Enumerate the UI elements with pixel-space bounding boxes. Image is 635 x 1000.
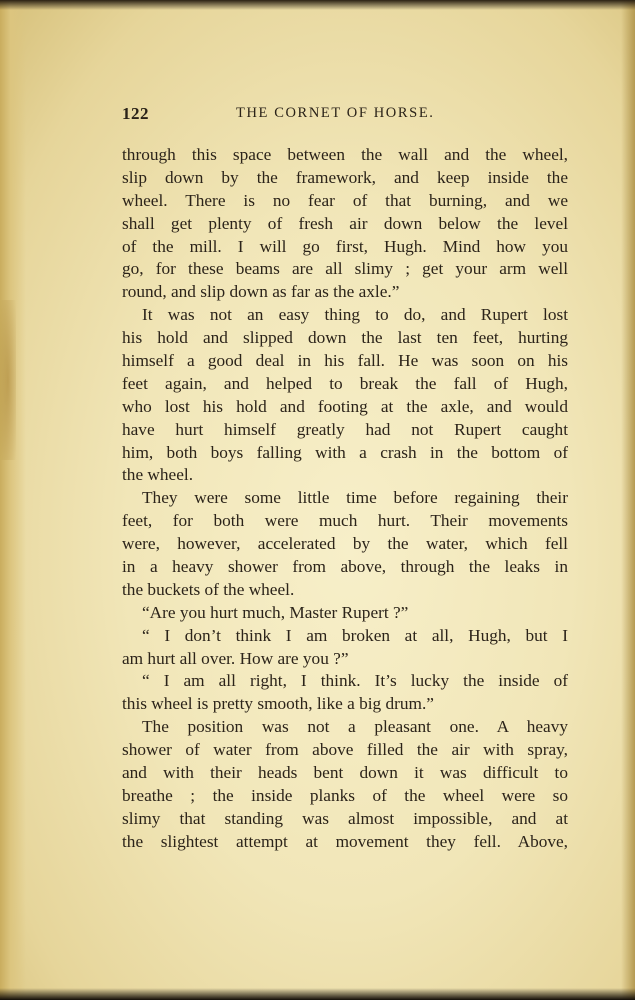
text-line: feet again, and helped to break the fall of Hugh, bbox=[122, 373, 568, 393]
text-line: in a heavy shower from above, through the leaks in bbox=[122, 557, 568, 577]
text-line: shall get plenty of fresh air down below the level bbox=[122, 213, 568, 233]
paper-stain bbox=[0, 300, 16, 460]
text-line: The position was not a pleasant one. A heavy bbox=[142, 717, 568, 737]
text-line: himself a good deal in his fall. He was soon on his bbox=[122, 351, 568, 371]
body-text bbox=[122, 144, 568, 854]
text-line: slip down by the framework, and keep inside the bbox=[122, 167, 568, 187]
text-line: “ I don’t think I am broken at all, Hugh, but I bbox=[142, 625, 568, 645]
text-line: the slightest attempt at movement they fell. Above, bbox=[122, 831, 568, 851]
text-line: shower of water from above filled the air with spray, bbox=[122, 740, 568, 760]
text-line: wheel. There is no fear of that burning, and we bbox=[122, 190, 568, 210]
page-number: 122 bbox=[122, 104, 149, 123]
text-line: of the mill. I will go first, Hugh. Mind how you bbox=[122, 236, 568, 256]
text-line: the buckets of the wheel. bbox=[122, 579, 295, 599]
text-line: They were some little time before regaining their bbox=[142, 488, 568, 508]
text-line: him, both boys falling with a crash in the bottom of bbox=[122, 442, 568, 462]
text-line: am hurt all over. How are you ?” bbox=[122, 648, 349, 668]
text-line: have hurt himself greatly had not Rupert caught bbox=[122, 419, 568, 439]
text-line: and with their heads bent down it was difficult to bbox=[122, 763, 568, 783]
text-line: “ I am all right, I think. It’s lucky the inside of bbox=[142, 671, 568, 691]
text-line: go, for these beams are all slimy ; get your arm well bbox=[122, 259, 568, 279]
text-line: who lost his hold and footing at the axle, and would bbox=[122, 396, 568, 416]
text-line: round, and slip down as far as the axle.” bbox=[122, 282, 400, 302]
page-bottom-edge bbox=[0, 988, 635, 1000]
text-line: were, however, accelerated by the water, which fell bbox=[122, 534, 568, 554]
text-line: his hold and slipped down the last ten feet, hurting bbox=[122, 328, 568, 348]
text-line: breathe ; the inside planks of the wheel were so bbox=[122, 785, 568, 805]
page-edge-shadow bbox=[621, 0, 635, 1000]
text-line: the wheel. bbox=[122, 465, 194, 485]
text-line: feet, for both were much hurt. Their movements bbox=[122, 511, 568, 531]
text-line: this wheel is pretty smooth, like a big drum.” bbox=[122, 694, 434, 714]
page-top-edge bbox=[0, 0, 635, 10]
text-line: through this space between the wall and the wheel, bbox=[122, 145, 568, 164]
page-header bbox=[122, 104, 568, 128]
text-line: “Are you hurt much, Master Rupert ?” bbox=[142, 602, 409, 622]
running-title: THE CORNET OF HORSE. bbox=[236, 105, 435, 121]
text-line: It was not an easy thing to do, and Rupert lost bbox=[142, 305, 568, 325]
text-line: slimy that standing was almost impossible, and at bbox=[122, 808, 568, 828]
page-gutter-shadow bbox=[0, 0, 26, 1000]
